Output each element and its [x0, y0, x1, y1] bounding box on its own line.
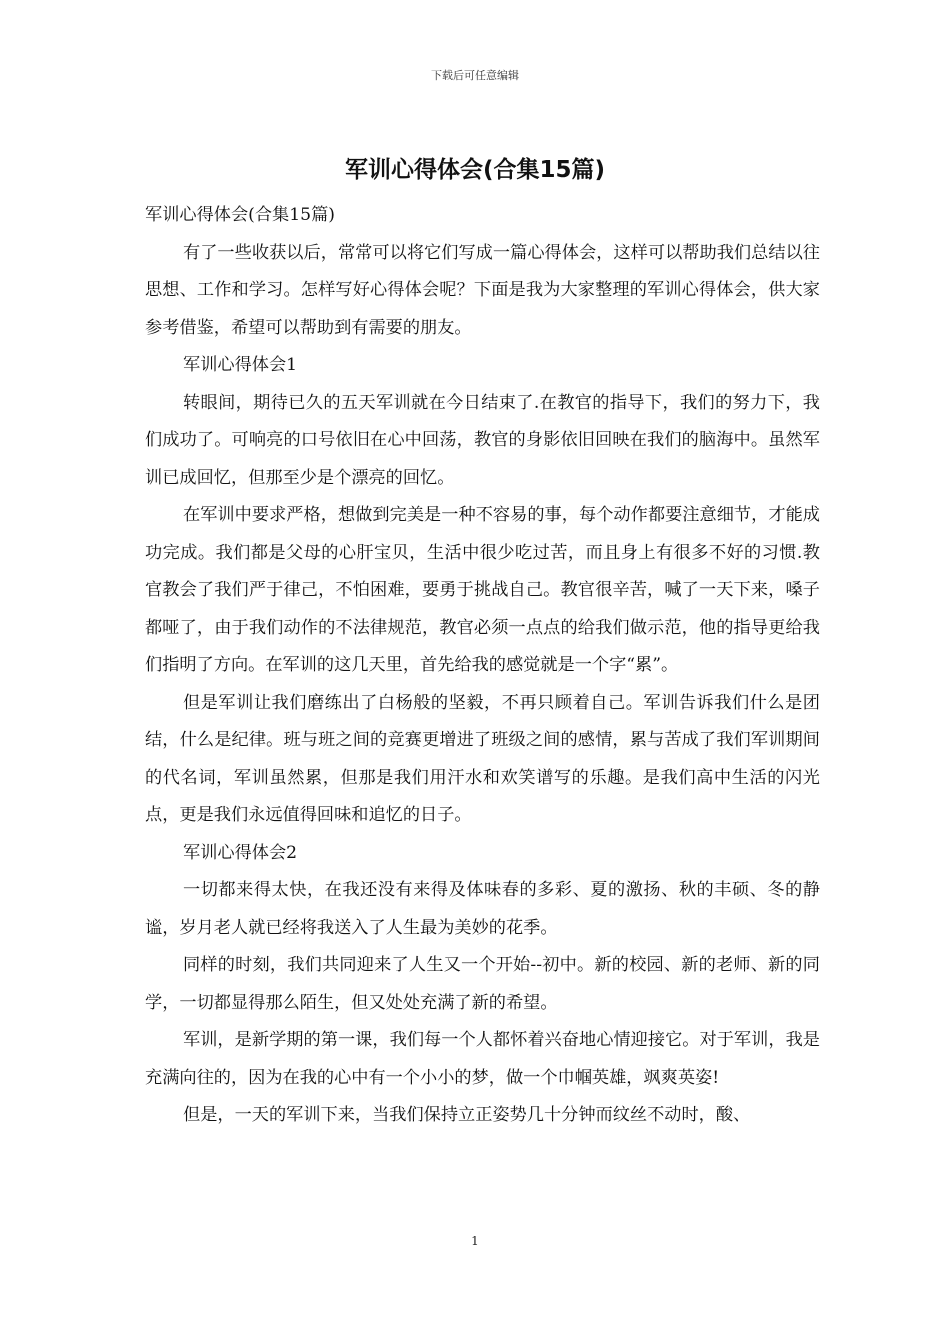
paragraph-intro: 有了一些收获以后，常常可以将它们写成一篇心得体会，这样可以帮助我们总结以往思想、工作和学习。怎样写好心得体会呢？下面是我为大家整理的军训心得体会，供大家参考借鉴，希望可以帮助到有需要的朋友。: [145, 242, 820, 338]
header-note: 下载后可任意编辑: [431, 69, 519, 82]
section-heading-1: 军训心得体会1: [183, 355, 298, 375]
paragraph: 同样的时刻，我们共同迎来了人生又一个开始--初中。新的校园、新的老师、新的同学，一切都显得那么陌生，但又处处充满了新的希望。: [145, 955, 820, 1013]
paragraph: 但是，一天的军训下来，当我们保持立正姿势几十分钟而纹丝不动时，酸、: [183, 1105, 751, 1125]
paragraph: 一切都来得太快，在我还没有来得及体味春的多彩、夏的激扬、秋的丰硕、冬的静谧，岁月老人就已经将我送入了人生最为美妙的花季。: [145, 880, 820, 938]
paragraph: 军训，是新学期的第一课，我们每一个人都怀着兴奋地心情迎接它。对于军训，我是充满向往的，因为在我的心中有一个小小的梦，做一个巾帼英雄，飒爽英姿!: [145, 1030, 820, 1088]
document-body: [145, 197, 820, 1135]
paragraph: 在军训中要求严格，想做到完美是一种不容易的事，每个动作都要注意细节，才能成功完成。我们都是父母的心肝宝贝，生活中很少吃过苦，而且身上有很多不好的习惯.教官教会了我们严于律己，不怕困难，要勇于挑战自己。教官很辛苦，喊了一天下来，嗓子都哑了，由于我们动作的不法律规范，教官必须一点点的给我们做示范，他的指导更给我们指明了方向。在军训的这几天里，首先给我的感觉就是一个字“累”。: [145, 505, 820, 675]
paragraph: 但是军训让我们磨练出了白杨般的坚毅，不再只顾着自己。军训告诉我们什么是团结，什么是纪律。班与班之间的竞赛更增进了班级之间的感情，累与苦成了我们军训期间的代名词，军训虽然累，但那是我们用汗水和欢笑谱写的乐趣。是我们高中生活的闪光点，更是我们永远值得回味和追忆的日子。: [145, 692, 820, 825]
document-title: 军训心得体会(合集15篇): [344, 157, 606, 183]
page-number: 1: [471, 1234, 479, 1248]
paragraph-subtitle: 军训心得体会(合集15篇): [145, 205, 335, 225]
paragraph: 转眼间，期待已久的五天军训就在今日结束了.在教官的指导下，我们的努力下，我们成功了。可响亮的口号依旧在心中回荡，教官的身影依旧回映在我们的脑海中。虽然军训已成回忆，但那至少是个漂亮的回忆。: [145, 392, 820, 488]
section-heading-2: 军训心得体会2: [183, 842, 298, 863]
